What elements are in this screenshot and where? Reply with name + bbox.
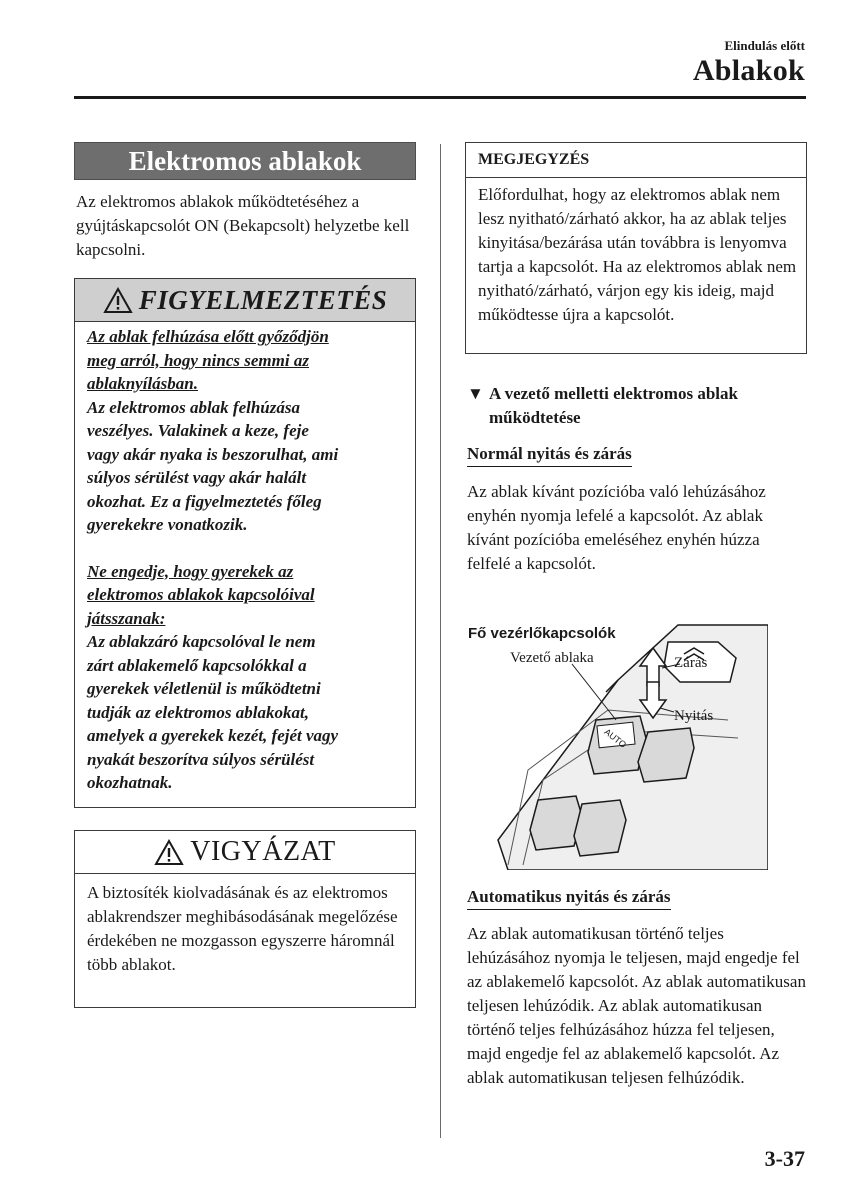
subsection-title: A vezető melletti elektromos ablak működtetése xyxy=(489,384,738,427)
label-close: Zárás xyxy=(674,655,708,671)
caution-body: A biztosíték kiolvadásának és az elektromos ablakrendszer meghibásodásának megelőzése érdekében ne mozgasson egyszerre háromnál több ablakot. xyxy=(87,883,398,974)
header-rule xyxy=(74,96,806,99)
caution-title: VIGYÁZAT xyxy=(190,836,336,867)
subsection-heading xyxy=(467,382,807,430)
warning-heading-line: Az ablak felhúzása előtt győződjön xyxy=(87,327,329,346)
figure-title: Fő vezérlőkapcsolók xyxy=(468,625,616,642)
note-title: MEGJEGYZÉS xyxy=(466,143,806,178)
page-title: Ablakok xyxy=(692,54,805,87)
warning-text-line: Az ablakzáró kapcsolóval le nem xyxy=(87,632,316,651)
warning-box xyxy=(74,278,416,808)
warning-title: FIGYELMEZTETÉS xyxy=(138,284,388,315)
warning-heading-line: Ne engedje, hogy gyerekek az xyxy=(87,561,294,581)
warning-body xyxy=(87,325,405,795)
warning-heading-line: játsszanak: xyxy=(87,608,166,628)
auto-operation-heading: Automatikus nyitás és zárás xyxy=(467,886,671,910)
switch-panel-illustration xyxy=(468,620,768,870)
warning-text-line: nyakát beszorítva súlyos sérülést xyxy=(87,749,315,769)
warning-text-line: amelyek a gyerekek kezét, fejét vagy xyxy=(87,726,339,745)
warning-heading-line: elektromos ablakok kapcsolóival xyxy=(87,585,315,604)
warning-text-line: veszélyes. Valakinek a keze, feje xyxy=(87,421,309,440)
warning-text-line: gyerekekre vonatkozik. xyxy=(87,515,248,534)
label-open: Nyitás xyxy=(674,708,714,724)
window-switch-figure xyxy=(468,620,768,870)
warning-header xyxy=(75,279,415,322)
caution-box xyxy=(74,830,416,1008)
label-driver-window: Vezető ablaka xyxy=(510,650,594,666)
label-auto: AUTO xyxy=(602,726,629,750)
section-label: Elindulás előtt xyxy=(724,38,805,53)
warning-text-line: vagy akár nyaka is beszorulhat, ami xyxy=(87,444,339,464)
normal-operation-heading: Normál nyitás és zárás xyxy=(467,443,632,467)
warning-text-line: súlyos sérülést vagy akár halált xyxy=(87,468,307,487)
warning-text-line: zárt ablakemelő kapcsolókkal a xyxy=(87,655,307,675)
down-triangle-icon: ▼ xyxy=(467,384,484,403)
section-title: Elektromos ablakok xyxy=(74,142,416,180)
warning-triangle-icon xyxy=(103,287,133,314)
intro-paragraph: Az elektromos ablakok működtetéséhez a gyújtáskapcsolót ON (Bekapcsolt) helyzetbe kell kapcsolni. xyxy=(76,192,410,259)
column-divider xyxy=(440,144,441,1138)
note-box xyxy=(465,142,807,354)
paragraph-gap xyxy=(87,537,405,560)
warning-text-line: okozhatnak. xyxy=(87,773,173,792)
caution-triangle-icon xyxy=(154,839,184,866)
warning-text-line: okozhat. Ez a figyelmeztetés főleg xyxy=(87,491,322,511)
warning-heading-line: ablaknyílásban. xyxy=(87,374,198,393)
warning-heading-line: meg arról, hogy nincs semmi az xyxy=(87,350,309,370)
note-body: Előfordulhat, hogy az elektromos ablak nem lesz nyitható/zárható akkor, ha az ablak teljes kinyitása/bezárása után továbbra is lenyomva tartja a kapcsolót. Ha az elektromos ablak nem nyitható/zárható, várjon egy kis ideig, majd működtesse újra a kapcsolót. xyxy=(478,185,797,324)
caution-header xyxy=(75,831,415,874)
warning-text-line: tudják az elektromos ablakokat, xyxy=(87,702,309,722)
page-number: 3-37 xyxy=(764,1146,805,1171)
warning-text-line: gyerekek véletlenül is működtetni xyxy=(87,679,321,698)
normal-operation-text: Az ablak kívánt pozícióba való lehúzásához enyhén nyomja lefelé a kapcsolót. Az ablak kívánt pozícióba emeléséhez enyhén húzza felfelé a kapcsolót. xyxy=(467,482,766,573)
auto-operation-text: Az ablak automatikusan történő teljes lehúzásához nyomja le teljesen, majd engedje fel az ablakemelő kapcsolót. Az ablak automatikusan teljesen lehúzódik. Az ablak automatikusan történő teljes felhúzásához húzza fel teljesen, majd engedje fel az ablakemelő kapcsolót. Az ablak automatikusan teljesen felhúzódik. xyxy=(467,924,806,1087)
warning-text-line: Az elektromos ablak felhúzása xyxy=(87,397,300,417)
